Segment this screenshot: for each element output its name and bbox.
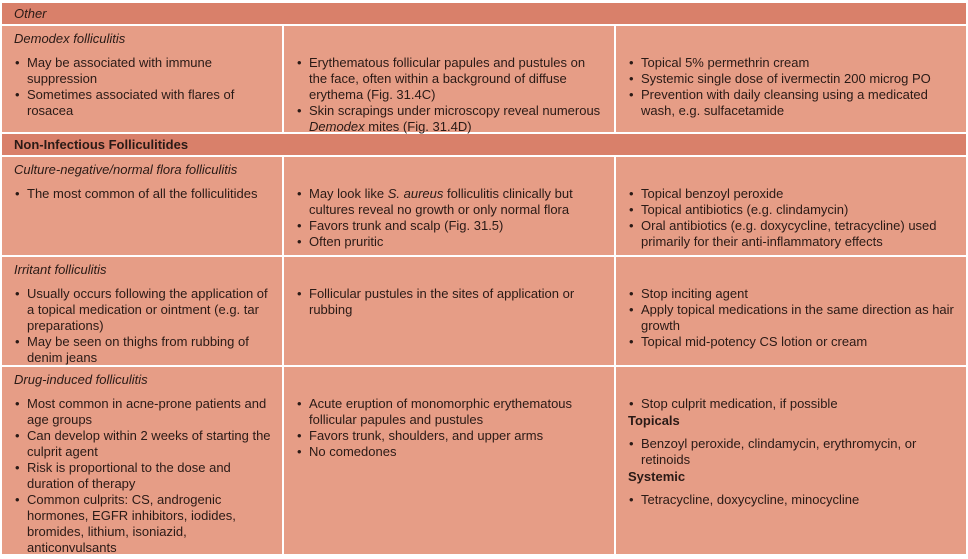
spacer — [628, 372, 956, 396]
text-segment: Systemic single dose of ivermectin 200 microg PO — [641, 71, 931, 86]
bullet-item — [14, 334, 272, 366]
italic-term: S. aureus — [387, 186, 444, 201]
clinical-cell — [284, 257, 614, 365]
bullet-item — [628, 55, 956, 71]
bullet-item — [14, 55, 272, 87]
text-segment: Prevention with daily cleansing using a medicated wash, e.g. sulfacetamide — [641, 87, 928, 118]
text-segment: The most common of all the folliculitides — [27, 186, 258, 201]
clinical-cell — [284, 26, 614, 132]
text-segment: Stop inciting agent — [641, 286, 748, 301]
bullet-item — [628, 334, 956, 350]
subheading: Systemic — [628, 469, 686, 484]
features-cell — [2, 26, 282, 132]
table-row — [2, 367, 966, 554]
text-segment: Usually occurs following the application of a topical medication or ointment (e.g. tar preparations) — [27, 286, 268, 333]
text-segment: Sometimes associated with flares of rosacea — [27, 87, 235, 118]
text-segment: May be seen on thighs from rubbing of denim jeans — [27, 334, 249, 365]
treatment-cell — [616, 26, 966, 132]
text-segment: Apply topical medications in the same direction as hair growth — [641, 302, 954, 333]
bullet-item — [296, 218, 604, 234]
text-segment: folliculitis clinically but cultures reveal no growth or only normal flora — [309, 186, 573, 217]
table-row — [2, 257, 966, 365]
bullet-item — [14, 186, 272, 202]
bullet-item — [296, 55, 604, 103]
bullet-item — [14, 396, 272, 428]
condition-name: Culture-negative/normal flora folliculitis — [14, 162, 238, 177]
table-row — [2, 157, 966, 255]
condition-name: Irritant folliculitis — [14, 262, 107, 277]
text-segment: Topical mid-potency CS lotion or cream — [641, 334, 868, 349]
bullet-item — [628, 186, 956, 202]
bullet-item — [14, 286, 272, 334]
clinical-cell — [284, 157, 614, 255]
bullet-item — [296, 396, 604, 428]
bullet-item — [628, 286, 956, 302]
table-row — [2, 26, 966, 132]
bullet-item — [296, 428, 604, 444]
text-segment: May look like — [309, 186, 388, 201]
bullet-item — [628, 302, 956, 334]
bullet-item — [628, 71, 956, 87]
bullet-item — [296, 444, 604, 460]
section-header: Non-Infectious Folliculitides — [2, 134, 966, 155]
condition-name: Drug-induced folliculitis — [14, 372, 148, 387]
text-segment: Risk is proportional to the dose and duration of therapy — [27, 460, 231, 491]
bullet-item — [296, 234, 604, 250]
bullet-item — [296, 286, 604, 318]
text-segment: Topical antibiotics (e.g. clindamycin) — [641, 202, 849, 217]
bullet-item — [14, 428, 272, 460]
treatment-cell — [616, 257, 966, 365]
bullet-item — [628, 492, 956, 508]
text-segment: Often pruritic — [309, 234, 384, 249]
text-segment: Topical 5% permethrin cream — [641, 55, 810, 70]
text-segment: Favors trunk and scalp (Fig. 31.5) — [309, 218, 504, 233]
spacer — [628, 262, 956, 286]
spacer — [296, 31, 604, 55]
bullet-item — [628, 218, 956, 250]
text-segment: Most common in acne-prone patients and age groups — [27, 396, 267, 427]
text-segment: Tetracycline, doxycycline, minocycline — [641, 492, 860, 507]
text-segment: mites (Fig. 31.4D) — [364, 119, 472, 134]
bullet-item — [628, 436, 956, 468]
text-segment: Acute eruption of monomorphic erythematous follicular papules and pustules — [309, 396, 573, 427]
condition-name: Demodex folliculitis — [14, 31, 126, 46]
spacer — [296, 162, 604, 186]
text-segment: May be associated with immune suppression — [27, 55, 212, 86]
text-segment: Oral antibiotics (e.g. doxycycline, tetracycline) used primarily for their anti-inflammatory effects — [641, 218, 937, 249]
text-segment: Topical benzoyl peroxide — [641, 186, 784, 201]
text-segment: Skin scrapings under microscopy reveal numerous — [309, 103, 601, 118]
folliculitis-table — [2, 3, 966, 556]
bullet-item — [14, 460, 272, 492]
clinical-cell — [284, 367, 614, 554]
section-header: Other — [2, 3, 966, 24]
text-segment: Follicular pustules in the sites of application or rubbing — [309, 286, 575, 317]
text-segment: Favors trunk, shoulders, and upper arms — [309, 428, 544, 443]
bullet-item — [296, 186, 604, 218]
bullet-item — [14, 87, 272, 119]
text-segment: Benzoyl peroxide, clindamycin, erythromycin, or retinoids — [641, 436, 917, 467]
text-segment: No comedones — [309, 444, 397, 459]
spacer — [628, 162, 956, 186]
features-cell — [2, 367, 282, 554]
treatment-cell — [616, 157, 966, 255]
bullet-item — [628, 87, 956, 119]
features-cell — [2, 257, 282, 365]
spacer — [628, 31, 956, 55]
bullet-item — [628, 202, 956, 218]
bullet-item — [14, 492, 272, 556]
italic-term: Demodex — [309, 119, 365, 134]
spacer — [296, 262, 604, 286]
bullet-item — [296, 103, 604, 135]
subheading: Topicals — [628, 413, 680, 428]
text-segment: Stop culprit medication, if possible — [641, 396, 838, 411]
text-segment: Common culprits: CS, androgenic hormones, EGFR inhibitors, iodides, bromides, lithium, isoniazid, anticonvulsants — [27, 492, 236, 555]
features-cell — [2, 157, 282, 255]
bullet-item — [628, 396, 956, 412]
spacer — [296, 372, 604, 396]
text-segment: Erythematous follicular papules and pustules on the face, often within a background of diffuse erythema (Fig. 31.4C) — [309, 55, 586, 102]
treatment-cell — [616, 367, 966, 554]
text-segment: Can develop within 2 weeks of starting the culprit agent — [27, 428, 271, 459]
